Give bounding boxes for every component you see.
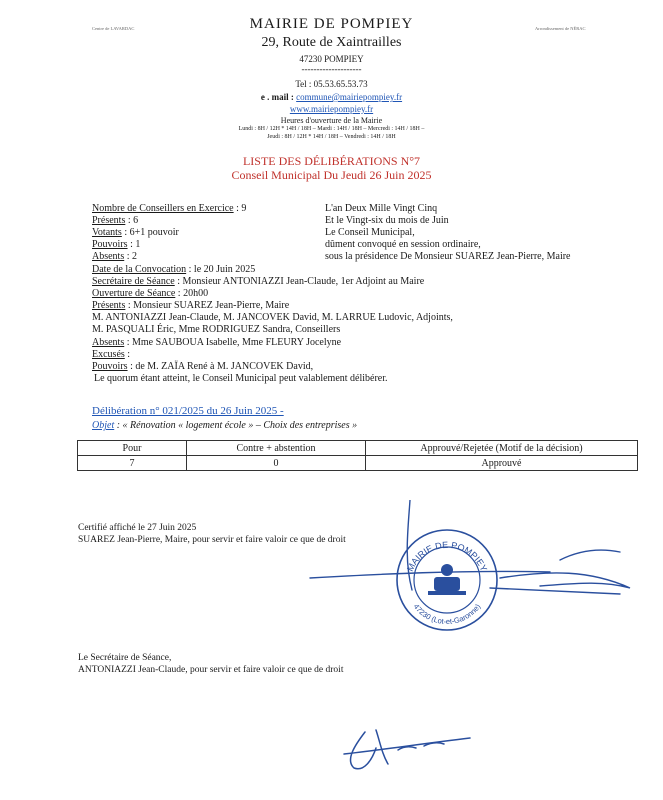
- count-label: Nombre de Conseillers en Exercice: [92, 203, 234, 214]
- convocation-row: [92, 264, 632, 276]
- cell-decision: Approuvé: [366, 456, 638, 471]
- convocation-label: Date de la Convocation: [92, 264, 187, 275]
- address-city: 47230 POMPIEY: [299, 54, 364, 64]
- excuses-label: Excusés: [92, 348, 125, 360]
- hours-line-2: Jeudi : 8H / 12H * 14H / 18H – Vendredi : 14H / 18H: [267, 134, 396, 140]
- website-line: [0, 104, 663, 114]
- website-link[interactable]: www.mairiepompiey.fr: [289, 104, 374, 114]
- count-row: [92, 251, 312, 263]
- table-row: [78, 456, 638, 471]
- table-header-row: [78, 441, 638, 456]
- deliberation-title: Délibération n° 021/2025 du 26 Juin 2025 -: [92, 405, 284, 417]
- absents-label: Absents: [92, 336, 125, 348]
- cell-pour: 7: [78, 456, 187, 471]
- header-contre: Contre + abstention: [187, 441, 366, 456]
- secretary-title: Le Secrétaire de Séance,: [78, 653, 172, 663]
- header-separator: --------------------: [301, 64, 362, 74]
- objet-label: Objet: [92, 420, 115, 431]
- presents-line-2: M. ANTONIAZZI Jean-Claude, M. JANCOVEK David, M. LARRUE Ludovic, Adjoints,: [92, 312, 453, 324]
- stamp-emblem-icon: [428, 564, 466, 595]
- quorum-text: Le quorum étant atteint, le Conseil Municipal peut valablement délibérer.: [94, 372, 388, 384]
- council-date-title: Conseil Municipal Du Jeudi 26 Juin 2025: [231, 168, 432, 182]
- pouvoirs-row: [92, 361, 632, 373]
- mairie-stamp: [392, 525, 502, 635]
- cell-contre: 0: [187, 456, 366, 471]
- email-link[interactable]: commune@mairiepompiey.fr: [296, 92, 403, 102]
- address-street: 29, Route de Xaintrailles: [261, 35, 402, 50]
- stamp-bottom-text: 47230 (Lot-et-Garonne): [411, 602, 483, 627]
- stamp-top-text: MAIRIE DE POMPIEY: [404, 539, 490, 573]
- preamble-line: Le Conseil Municipal,: [325, 227, 415, 239]
- preamble-line: sous la présidence De Monsieur SUAREZ Jean-Pierre, Maire: [325, 251, 571, 263]
- secretaire-row: [92, 276, 632, 288]
- corner-right-text: Arrondissement de NÉRAC: [535, 26, 586, 31]
- count-row: [92, 227, 312, 239]
- ouverture-row: [92, 288, 632, 300]
- email-label: e . mail :: [260, 92, 294, 102]
- pouvoirs-label: Pouvoirs: [92, 360, 128, 372]
- count-value: : 1: [127, 239, 141, 251]
- header-decision: Approuvé/Rejetée (Motif de la décision): [366, 441, 638, 456]
- secretaire-value: : Monsieur ANTONIAZZI Jean-Claude, 1er Adjoint au Maire: [174, 276, 425, 288]
- count-label: Votants: [92, 227, 122, 239]
- count-value: : 6: [125, 215, 139, 227]
- ouverture-label: Ouverture de Séance: [92, 288, 176, 300]
- count-row: [92, 203, 312, 215]
- preamble-line: L'an Deux Mille Vingt Cinq: [325, 203, 438, 214]
- preamble-line: dûment convoqué en session ordinaire,: [325, 239, 481, 251]
- deliberation-objet: [92, 420, 357, 431]
- secretaire-label: Secrétaire de Séance: [92, 276, 175, 288]
- objet-value: : « Rénovation « logement école » – Choix des entreprises »: [114, 420, 358, 431]
- excuses-value: :: [124, 348, 131, 360]
- pouvoirs-value: : de M. ZAÏA René à M. JANCOVEK David,: [127, 360, 314, 372]
- count-value: : 6+1 pouvoir: [121, 227, 179, 239]
- mairie-title: MAIRIE DE POMPIEY: [249, 16, 414, 32]
- vote-result-table: [77, 440, 638, 471]
- absents-row: [92, 337, 632, 349]
- certification-date: Certifié affiché le 27 Juin 2025: [78, 523, 197, 533]
- count-label: Absents: [92, 251, 125, 263]
- excuses-row: [92, 349, 632, 361]
- deliberations-list-title: LISTE DES DÉLIBÉRATIONS N°7: [242, 154, 421, 168]
- certification-signer: SUAREZ Jean-Pierre, Maire, pour servir et faire valoir ce que de droit: [78, 535, 346, 545]
- count-row: [92, 215, 312, 227]
- hours-line-1: Lundi : 8H / 12H * 14H / 18H – Mardi : 14H / 18H – Mercredi : 14H / 18H –: [238, 126, 425, 132]
- counts-block: [92, 203, 312, 263]
- corner-left-text: Centre de LAVARDAC: [92, 26, 135, 31]
- email-line: [0, 92, 663, 102]
- secretary-signature: [340, 720, 480, 780]
- secretary-signer: ANTONIAZZI Jean-Claude, pour servir et faire valoir ce que de droit: [78, 665, 344, 675]
- convocation-value: : le 20 Juin 2025: [186, 264, 256, 275]
- absents-value: : Mme SAUBOUA Isabelle, Mme FLEURY Jocelyne: [124, 336, 342, 348]
- session-details: [92, 264, 632, 385]
- count-value: : 9: [233, 203, 247, 214]
- presents-line-3: M. PASQUALI Éric, Mme RODRIGUEZ Sandra, Conseillers: [92, 324, 341, 336]
- presents-value: : Monsieur SUAREZ Jean-Pierre, Maire: [125, 300, 290, 312]
- count-label: Pouvoirs: [92, 239, 128, 251]
- hours-title: Heures d'ouverture de la Mairie: [280, 116, 383, 125]
- count-value: : 2: [124, 251, 138, 263]
- count-row: [92, 239, 312, 251]
- secretary-block: [78, 652, 343, 676]
- presents-label: Présents: [92, 300, 126, 312]
- count-label: Présents: [92, 215, 126, 227]
- preamble-line: Et le Vingt-six du mois de Juin: [325, 215, 449, 227]
- header-pour: Pour: [78, 441, 187, 456]
- telephone: Tel : 05.53.65.53.73: [295, 79, 368, 89]
- ouverture-value: : 20h00: [175, 288, 209, 300]
- presents-row: [92, 300, 632, 312]
- preamble-block: [325, 203, 625, 263]
